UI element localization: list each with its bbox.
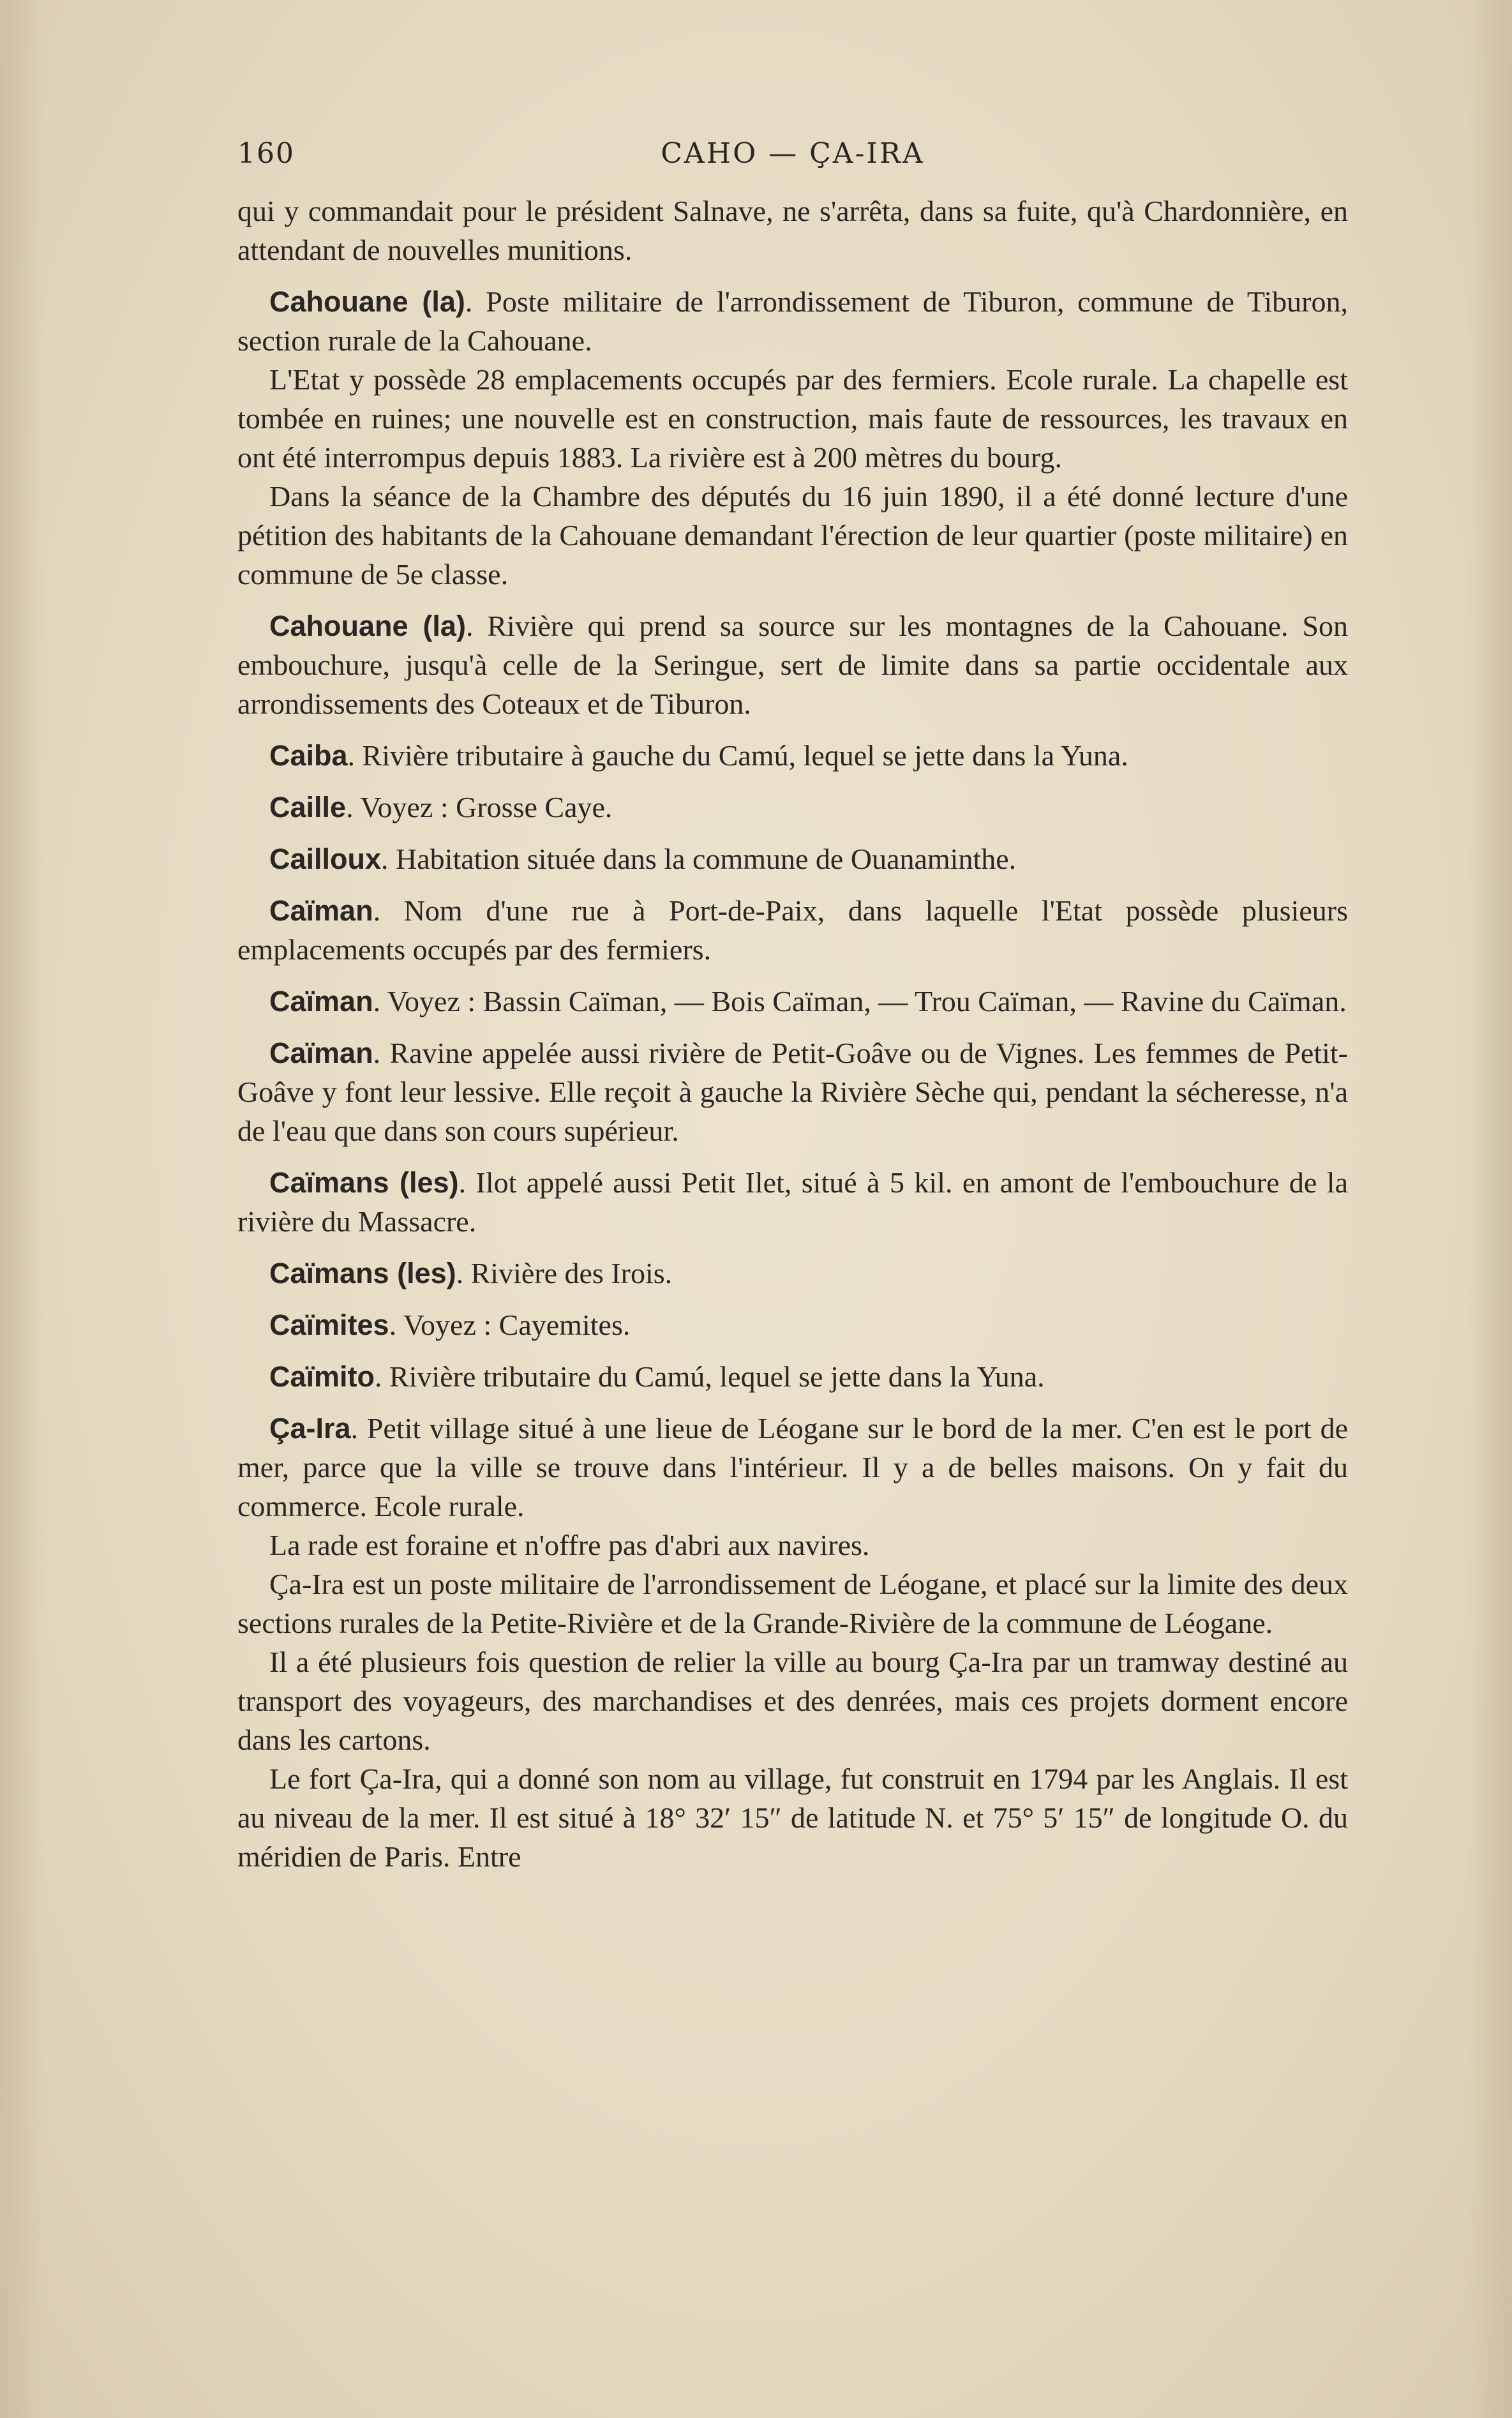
dictionary-entry (237, 1033, 1348, 1150)
entry-headword: Caiba (269, 739, 348, 772)
entry-text: Il a été plusieurs fois question de relier la ville au bourg Ça-Ira par un tramway destiné au transport des voyageurs, des marchandises et des denrées, mais ces projets dorment encore dans les cartons. (237, 1646, 1348, 1756)
entry-headword: Caïmans (les) (269, 1166, 459, 1199)
entry-headword: Caille (269, 791, 347, 823)
page-number: 160 (237, 137, 295, 170)
entry-paragraph (237, 1642, 1348, 1759)
entry-paragraph (237, 360, 1348, 477)
dictionary-entry (237, 788, 1348, 827)
page-edge-left (0, 0, 45, 2418)
dictionary-entry (237, 839, 1348, 878)
entry-headword: Caïmites (269, 1309, 389, 1341)
entry-headword: Cahouane (la) (269, 285, 465, 318)
entry-headword: Cahouane (la) (269, 610, 466, 642)
entry-text: Dans la séance de la Chambre des députés du 16 juin 1890, il a été donné lecture d'une pétition des habitants de la Cahouane demandant l'érection de leur quartier (poste militaire) en commune de 5e classe. (237, 480, 1348, 590)
entry-headword: Caïmans (les) (269, 1257, 456, 1289)
entry-text: . Rivière des Irois. (456, 1257, 673, 1289)
entry-paragraph (237, 1526, 1348, 1565)
dictionary-entry (237, 606, 1348, 723)
entry-text: qui y commandait pour le président Salnave, ne s'arrêta, dans sa fuite, qu'à Chardonnière, en attendant de nouvelles munitions. (237, 195, 1348, 266)
entry-text: . Ilot appelé aussi Petit Ilet, situé à 5 kil. en amont de l'embouchure de la rivière du Massacre. (237, 1166, 1348, 1238)
entry-text: . Ravine appelée aussi rivière de Petit-Goâve ou de Vignes. Les femmes de Petit-Goâve y font leur lessive. Elle reçoit à gauche la Rivière Sèche qui, pendant la sécheresse, n'a de l'eau que dans son cours supérieur. (237, 1037, 1348, 1147)
page-header (237, 137, 1348, 176)
entry-text: . Rivière tributaire du Camú, lequel se jette dans la Yuna. (375, 1360, 1045, 1393)
dictionary-entry (237, 1305, 1348, 1344)
dictionary-entry (237, 1409, 1348, 1526)
running-title: CAHO — ÇA-IRA (661, 137, 925, 170)
entry-headword: Caïman (269, 985, 373, 1018)
entry-headword: Caïman (269, 1037, 373, 1069)
entry-text: . Voyez : Bassin Caïman, — Bois Caïman, — Trou Caïman, — Ravine du Caïman. (373, 985, 1347, 1018)
dictionary-entry (237, 1163, 1348, 1241)
entry-text: . Petit village situé à une lieue de Léogane sur le bord de la mer. C'en est le port de mer, parce que la ville se trouve dans l'intérieur. Il y a de belles maisons. On y fait du commerce. Ecole rurale. (237, 1412, 1348, 1522)
entry-headword: Ça-Ira (269, 1412, 351, 1445)
page-edge-right (1467, 0, 1512, 2418)
entry-text: La rade est foraine et n'offre pas d'abri aux navires. (269, 1529, 870, 1561)
entry-paragraph (237, 477, 1348, 594)
entry-headword: Caïman (269, 894, 373, 927)
entry-text: . Voyez : Cayemites. (389, 1309, 631, 1341)
dictionary-entry (237, 982, 1348, 1021)
entry-paragraph (237, 1759, 1348, 1876)
entry-text: . Voyez : Grosse Caye. (346, 791, 613, 823)
entry-text: Ça-Ira est un poste militaire de l'arrondissement de Léogane, et placé sur la limite des deux sections rurales de la Petite-Rivière et de la Grande-Rivière de la commune de Léogane. (237, 1568, 1348, 1639)
entry-headword: Cailloux (269, 843, 382, 875)
entry-text: L'Etat y possède 28 emplacements occupés par des fermiers. Ecole rurale. La chapelle est tombée en ruines; une nouvelle est en construction, mais faute de ressources, les travaux en ont été interrompus depuis 1883. La rivière est à 200 mètres du bourg. (237, 363, 1348, 474)
dictionary-entry (237, 736, 1348, 775)
entry-text: . Rivière qui prend sa source sur les montagnes de la Cahouane. Son embouchure, jusqu'à celle de la Seringue, sert de limite dans sa partie occidentale aux arrondissements des Coteaux et de Tiburon. (237, 610, 1348, 720)
entry-text: . Poste militaire de l'arrondissement de Tiburon, commune de Tiburon, section rurale de la Cahouane. (237, 285, 1348, 357)
dictionary-entry (237, 282, 1348, 360)
continuation-paragraph (237, 191, 1348, 269)
entry-text: . Rivière tributaire à gauche du Camú, lequel se jette dans la Yuna. (347, 739, 1128, 772)
entry-text: . Habitation située dans la commune de Ouanaminthe. (381, 843, 1017, 875)
entry-text: Le fort Ça-Ira, qui a donné son nom au village, fut construit en 1794 par les Anglais. Il est au niveau de la mer. Il est situé à 18° 32′ 15″ de latitude N. et 75° 5′ 15″ de longitude O. du méridien de Paris. Entre (237, 1762, 1348, 1873)
dictionary-entry (237, 1357, 1348, 1396)
dictionary-entry (237, 1254, 1348, 1293)
entry-paragraph (237, 1565, 1348, 1642)
entry-headword: Caïmito (269, 1360, 375, 1393)
entry-text: . Nom d'une rue à Port-de-Paix, dans laquelle l'Etat possède plusieurs emplacements occupés par des fermiers. (237, 894, 1348, 966)
dictionary-body (237, 191, 1348, 1876)
dictionary-entry (237, 891, 1348, 969)
